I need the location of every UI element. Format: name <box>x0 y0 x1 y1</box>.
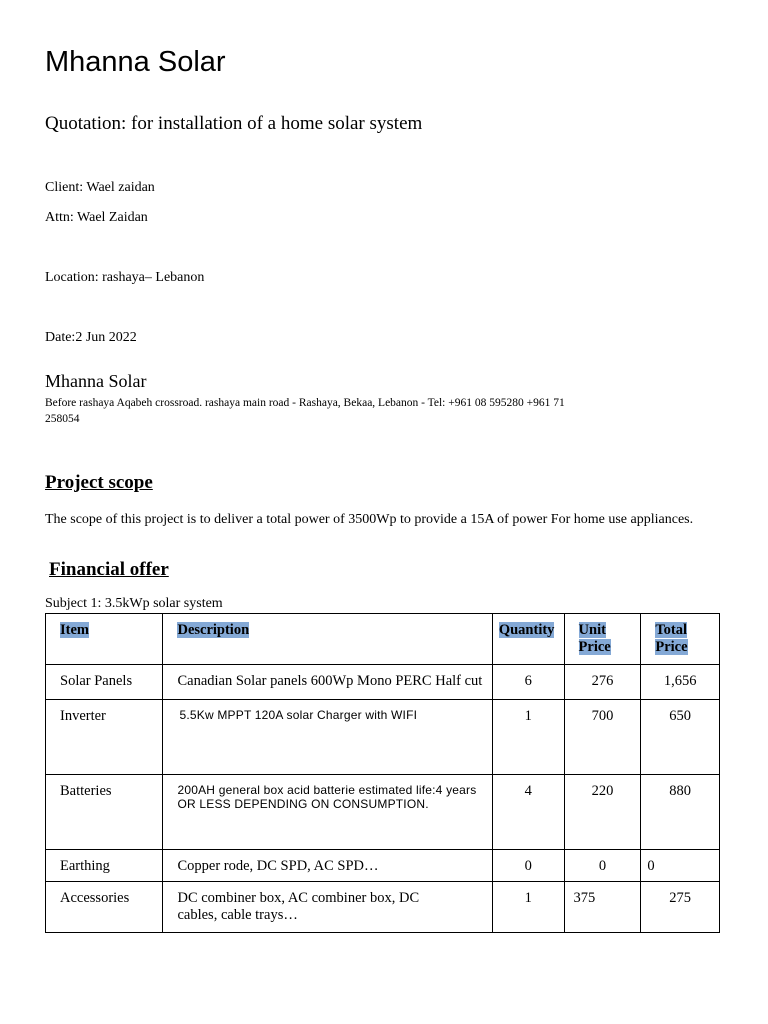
project-scope-text: The scope of this project is to deliver a total power of 3500Wp to provide a 15A of power For home use appliances. <box>45 512 694 527</box>
cell-total-price: 1,656 <box>641 665 720 700</box>
company-title: Mhanna Solar <box>45 46 226 78</box>
project-scope-heading: Project scope <box>45 472 153 493</box>
cell-description: 200AH general box acid batterie estimated life:4 years OR LESS DEPENDING ON CONSUMPTION. <box>163 775 492 850</box>
table-row <box>46 700 720 775</box>
financial-offer-table <box>45 613 720 933</box>
attn-line: Attn: Wael Zaidan <box>45 210 148 225</box>
cell-unit-price: 220 <box>564 775 641 850</box>
cell-item: Inverter <box>46 700 163 775</box>
table-row <box>46 665 720 700</box>
cell-item: Batteries <box>46 775 163 850</box>
column-header-quantity: Quantity <box>492 614 564 665</box>
table-row <box>46 882 720 933</box>
cell-quantity: 1 <box>492 700 564 775</box>
financial-offer-heading: Financial offer <box>49 559 169 580</box>
company-name: Mhanna Solar <box>45 371 147 391</box>
client-line: Client: Wael zaidan <box>45 180 155 195</box>
column-header-unit-price: Unit Price <box>564 614 641 665</box>
date-line: Date:2 Jun 2022 <box>45 330 137 345</box>
cell-quantity: 6 <box>492 665 564 700</box>
cell-unit-price: 0 <box>564 850 641 882</box>
quotation-title: Quotation: for installation of a home solar system <box>45 113 423 134</box>
column-header-description: Description <box>163 614 492 665</box>
cell-total-price: 0 <box>641 850 720 882</box>
cell-description: DC combiner box, AC combiner box, DC cables, cable trays… <box>163 882 492 933</box>
location-line: Location: rashaya– Lebanon <box>45 270 205 285</box>
cell-quantity: 4 <box>492 775 564 850</box>
company-address: Before rashaya Aqabeh crossroad. rashaya main road - Rashaya, Bekaa, Lebanon - Tel: +961 08 595280 +961 71 258054 <box>45 397 565 425</box>
cell-description: Copper rode, DC SPD, AC SPD… <box>163 850 492 882</box>
table-row <box>46 775 720 850</box>
cell-unit-price: 375 <box>564 882 641 933</box>
cell-unit-price: 276 <box>564 665 641 700</box>
cell-item: Accessories <box>46 882 163 933</box>
cell-quantity: 0 <box>492 850 564 882</box>
cell-total-price: 275 <box>641 882 720 933</box>
cell-total-price: 650 <box>641 700 720 775</box>
cell-item: Solar Panels <box>46 665 163 700</box>
cell-description: Canadian Solar panels 600Wp Mono PERC Half cut <box>163 665 492 700</box>
table-header-row <box>46 614 720 665</box>
column-header-total-price: Total Price <box>641 614 720 665</box>
cell-quantity: 1 <box>492 882 564 933</box>
cell-item: Earthing <box>46 850 163 882</box>
table-row <box>46 850 720 882</box>
subject-label: Subject 1: 3.5kWp solar system <box>45 596 223 611</box>
column-header-item: Item <box>46 614 163 665</box>
cell-unit-price: 700 <box>564 700 641 775</box>
cell-description: 5.5Kw MPPT 120A solar Charger with WIFI <box>163 700 492 775</box>
cell-total-price: 880 <box>641 775 720 850</box>
